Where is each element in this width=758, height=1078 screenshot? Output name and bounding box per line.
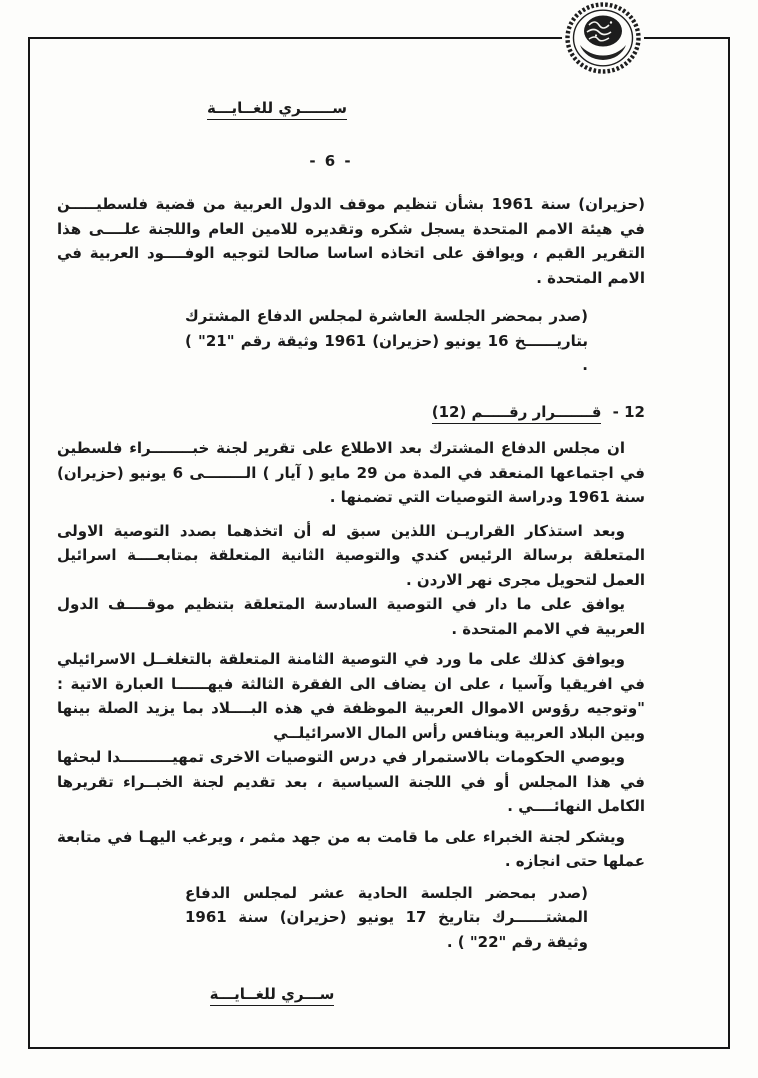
decision-number: 12 - bbox=[612, 402, 645, 421]
classification-bottom bbox=[57, 982, 487, 1007]
document-content bbox=[57, 88, 645, 954]
decision-heading bbox=[57, 400, 645, 425]
citation-session-10: (صدر بمحضر الجلسة العاشرة لمجلس الدفاع المشترك بتاريــــــخ 16 يونيو (حزيران) 1961 وثيقة رقم "21" ) . bbox=[185, 307, 588, 374]
paragraph-approve-recommendation-6: يوافق على ما دار في التوصية السادسة المتعلقة بتنظيم موقــــف الدول العربية في الامم المتحدة . bbox=[57, 595, 645, 638]
classification-top-label: ســــــري للغــايـــة bbox=[207, 99, 347, 120]
paragraph-thanks-experts: ويشكر لجنة الخبراء على ما قامت به من جهد مثمر ، ويرغب اليهـا في متابعة عملها حتى انجازه . bbox=[57, 827, 645, 870]
arab-league-seal-icon bbox=[558, 2, 648, 74]
classification-bottom-label: ســـري للغــايـــة bbox=[210, 985, 335, 1006]
classification-top bbox=[57, 96, 497, 121]
citation-session-11: (صدر بمحضر الجلسة الحادية عشر لمجلس الدفاع المشتــــــرك بتاريخ 17 يونيو (حزيران) سنة 1961 وثيقة رقم "22" ) . bbox=[185, 883, 588, 951]
decision-title: قـــــــرار رقـــــم (12) bbox=[432, 403, 602, 424]
paragraph-governments-study: ويوصي الحكومات بالاستمرار في درس التوصيات الاخرى تمهيــــــــــدا لبحثها في هذا المجلس أو في اللجنة السياسية ، بعد تقديم لجنة الخبــراء تقريرها الكامل النهائــــي . bbox=[57, 748, 645, 815]
page-number: - 6 - bbox=[309, 151, 353, 170]
paragraph-approve-recommendation-8: ويوافق كذلك على ما ورد في التوصية الثامنة المتعلقة بالتغلغــل الاسرائيلي في افريقيا وآسيا ، على ان يضاف الى الفقرة الثالثة فيهــــــا العبارة الاتية : "وتوجيه رؤوس الاموال العربية الموظفة في هذه البــــلاد بما يزيد الصلة بينها وبين البلاد العربية وينافس رأس المال الاسرائيلــي bbox=[57, 650, 645, 742]
paragraph-recalling-decisions: وبعد استذكار القراريـن اللذين سبق له أن اتخذهما بصدد التوصية الاولى المتعلقة برسالة الرئيس كندي والتوصية الثانية المتعلقة بمتابعــــة اسرائيل العمل لتحويل مجرى نهر الاردن . bbox=[57, 521, 645, 589]
paragraph-resolution-intro: (حزيران) سنة 1961 بشأن تنظيم موقف الدول العربية من قضية فلسطيـــــن في هيئة الامم المتحدة يسجل شكره وتقديره للامين العام واللجنة علــــى هذا التقرير القيم ، ويوافق على اتخاذه اساسا صالحا لتوجيه الوفــــود العربية في الامم المتحدة . bbox=[57, 195, 645, 287]
paragraph-council-review: ان مجلس الدفاع المشترك بعد الاطلاع على تقرير لجنة خبــــــــراء فلسطين في اجتماعها المنعقد في المدة من 29 مايو ( آيار ) الــــــــى 6 يونيو (حزيران) سنة 1961 ودراسة التوصيات التي تضمنها . bbox=[57, 439, 646, 506]
